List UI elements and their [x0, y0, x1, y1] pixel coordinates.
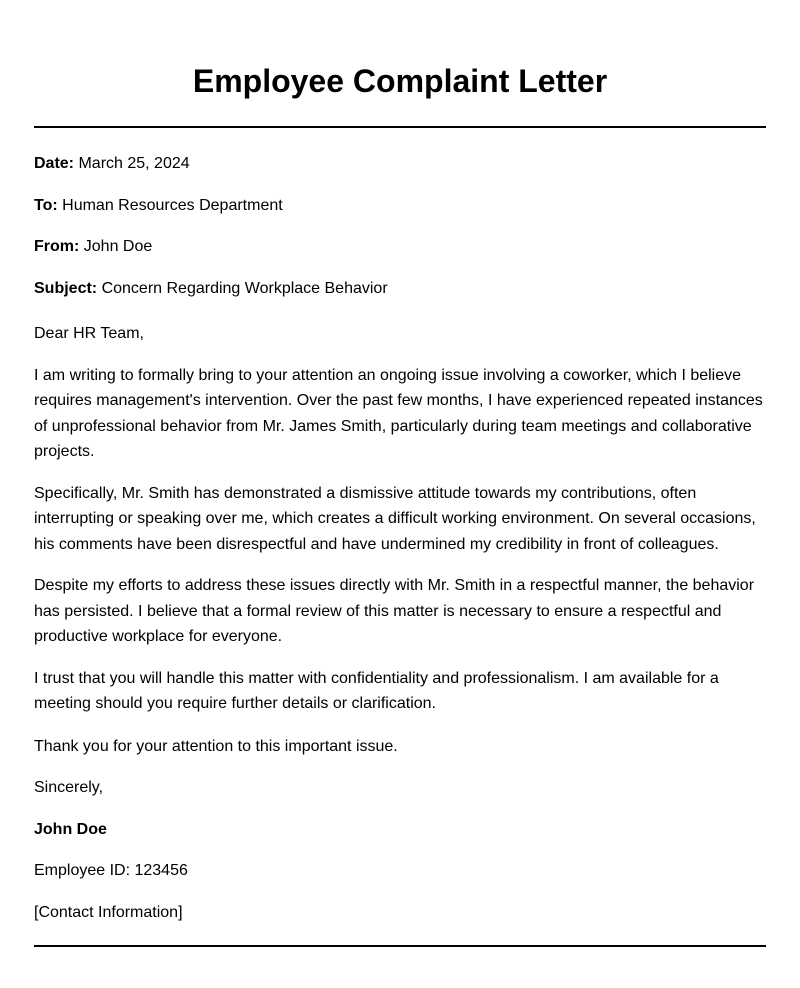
date-line: [34, 151, 766, 177]
paragraph-intro: I am writing to formally bring to your attention an ongoing issue involving a coworker, which I believe requires management's intervention. Over the past few months, I have experienced repeated instances of unprofessional behavior from Mr. James Smith, particularly during team meetings and collaborative projects.: [34, 366, 763, 460]
to-line: [34, 193, 766, 219]
date-label: Date:: [34, 155, 75, 172]
to-value: Human Resources Department: [62, 196, 283, 214]
paragraph-details: Specifically, Mr. Smith has demonstrated a dismissive attitude towards my contributions, often interrupting or speaking over me, which creates a difficult working environment. On several occasions, his comments have been disrespectful and have undermined my credibility in front of colleagues.: [34, 484, 756, 553]
subject-value: Concern Regarding Workplace Behavior: [101, 279, 388, 297]
paragraph-thanks: Thank you for your attention to this important issue.: [34, 737, 398, 755]
subject-line: [34, 276, 766, 302]
from-line: [34, 234, 766, 260]
top-divider: [34, 126, 766, 128]
contact-information: [Contact Information]: [34, 903, 183, 921]
employee-id: Employee ID: 123456: [34, 862, 188, 879]
greeting: Dear HR Team,: [34, 325, 144, 342]
from-label: From:: [34, 238, 80, 255]
closing: Sincerely,: [34, 779, 104, 796]
to-label: To:: [34, 196, 58, 214]
bottom-divider: [34, 945, 766, 947]
letter-body: [34, 151, 766, 925]
subject-label: Subject:: [34, 279, 98, 297]
signer-name: John Doe: [34, 820, 107, 838]
letter-title: Employee Complaint Letter: [192, 63, 608, 99]
date-value: March 25, 2024: [78, 155, 190, 172]
paragraph-trust: I trust that you will handle this matter with confidentiality and professionalism. I am available for a meeting should you require further details or clarification.: [34, 669, 719, 712]
paragraph-efforts: Despite my efforts to address these issues directly with Mr. Smith in a respectful manner, the behavior has persisted. I believe that a formal review of this matter is necessary to ensure a respectful and productive workplace for everyone.: [34, 577, 755, 645]
from-value: John Doe: [83, 238, 153, 255]
